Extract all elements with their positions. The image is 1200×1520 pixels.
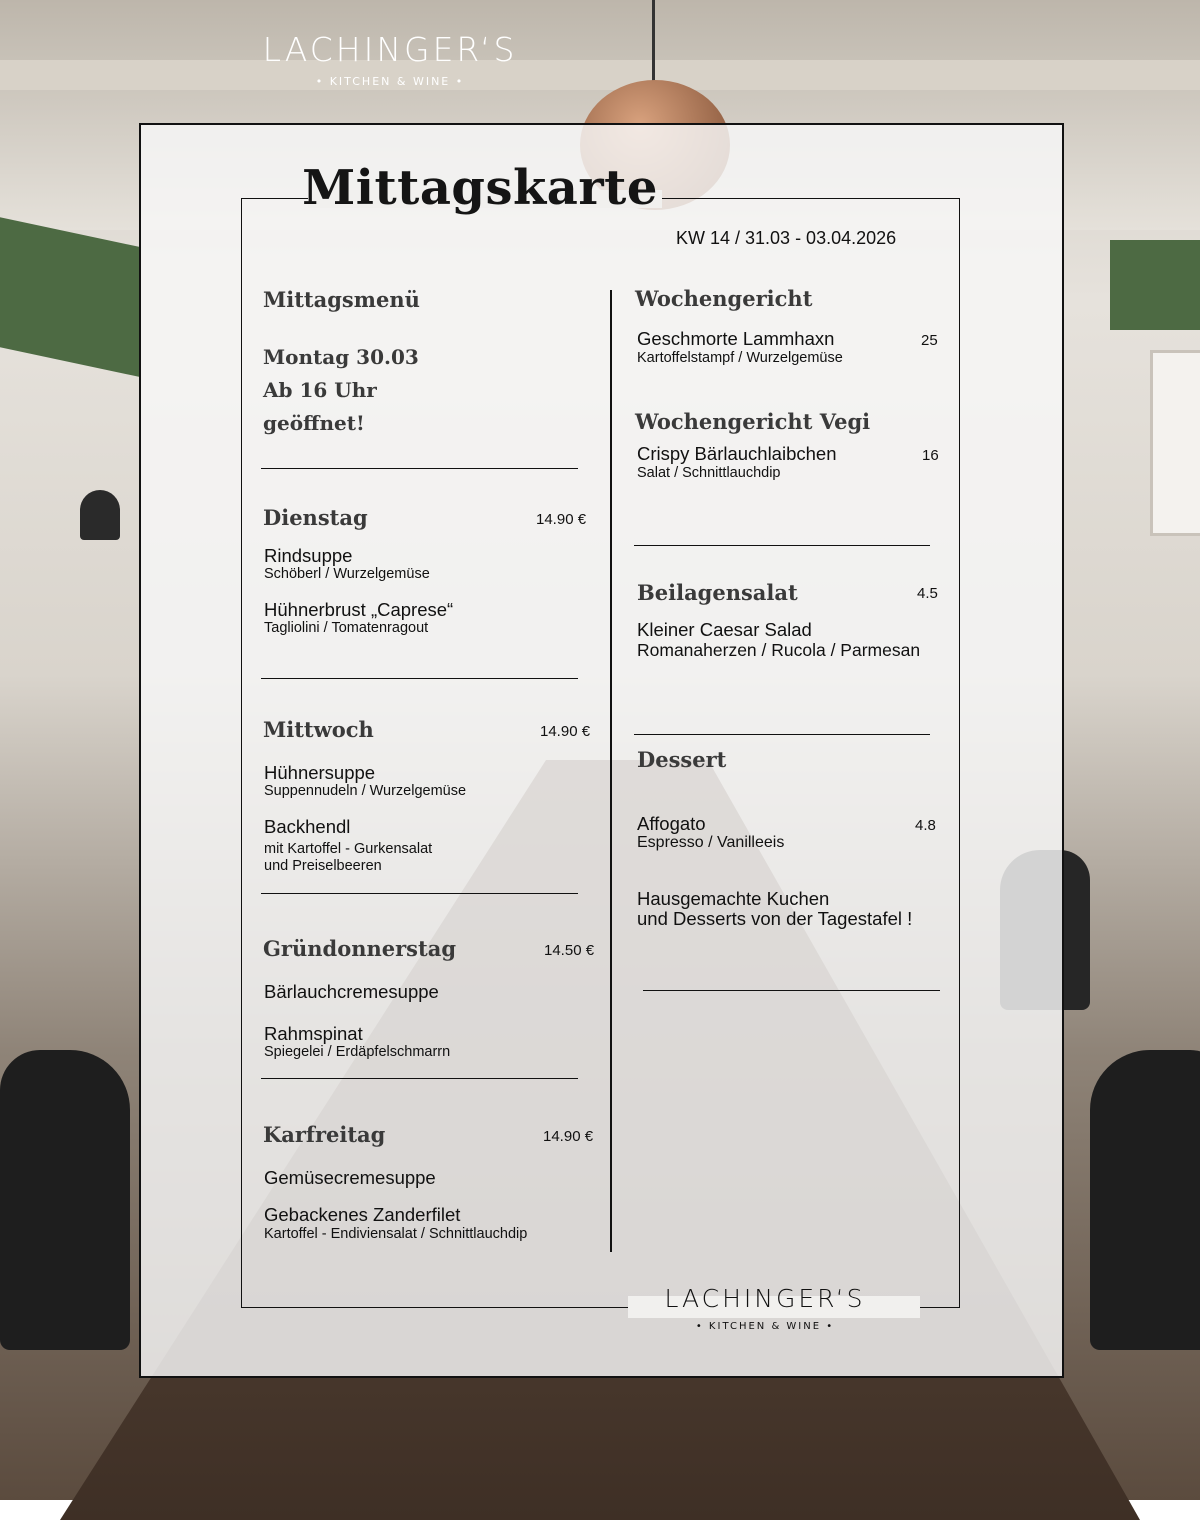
dish-mittwoch-1: Hühnersuppe [264, 762, 376, 783]
chair-right [1090, 1050, 1200, 1350]
monday-note-line2: Ab 16 Uhr [263, 378, 377, 402]
bottom-logo-tagline: • KITCHEN & WINE • [695, 1321, 835, 1332]
side-karfreitag-2: Kartoffel - Endiviensalat / Schnittlauchdip [264, 1226, 528, 1242]
section-heading-wochengericht: Wochengericht [635, 286, 813, 311]
section-heading-mittagsmenu: Mittagsmenü [263, 287, 420, 312]
logo-name: LACHINGER‘S [262, 30, 518, 69]
ceiling-beam [0, 60, 1200, 90]
dish-dienstag-1: Rindsuppe [264, 545, 353, 566]
dish-dessert: Affogato [637, 813, 706, 834]
top-logo [240, 30, 540, 88]
price-beilagensalat: 4.5 [917, 585, 938, 602]
price-wochengericht: 25 [921, 332, 938, 349]
side-beilagensalat: Romanaherzen / Rucola / Parmesan [637, 640, 921, 660]
divider-line [634, 545, 930, 546]
dish-karfreitag-2: Gebackenes Zanderfilet [264, 1204, 461, 1225]
column-divider [610, 290, 612, 1252]
divider-line [261, 893, 578, 894]
dish-mittwoch-2: Backhendl [264, 816, 351, 837]
side-vegi: Salat / Schnittlauchdip [637, 465, 781, 481]
bottom-logo-name: LACHINGER‘S [664, 1284, 866, 1313]
side-mittwoch-2a: mit Kartoffel - Gurkensalat [264, 841, 433, 857]
section-heading-karfreitag: Karfreitag [263, 1122, 386, 1147]
side-wochengericht: Kartoffelstampf / Wurzelgemüse [637, 350, 843, 366]
price-vegi: 16 [922, 447, 939, 464]
dish-wochengericht: Geschmorte Lammhaxn [637, 328, 835, 349]
dish-gruendonnerstag-1: Bärlauchcremesuppe [264, 981, 439, 1002]
divider-line [643, 990, 940, 991]
section-heading-mittwoch: Mittwoch [263, 717, 374, 742]
dessert-extra-line2: und Desserts von der Tagestafel ! [637, 908, 913, 929]
price-karfreitag: 14.90 € [543, 1128, 594, 1145]
section-heading-gruendonnerstag: Gründonnerstag [263, 936, 456, 961]
section-heading-beilagensalat: Beilagensalat [637, 580, 798, 605]
side-dienstag-2: Tagliolini / Tomatenragout [264, 620, 429, 636]
green-acoustic-panel-left [0, 213, 140, 377]
lamp-cord [652, 0, 655, 90]
dish-vegi: Crispy Bärlauchlaibchen [637, 443, 837, 464]
divider-line [261, 1078, 578, 1079]
bottom-logo [640, 1284, 890, 1332]
week-range: KW 14 / 31.03 - 03.04.2026 [676, 228, 897, 248]
chair-left [0, 1050, 130, 1350]
divider-line [261, 468, 578, 469]
section-heading-vegi: Wochengericht Vegi [635, 409, 871, 434]
dish-gruendonnerstag-2: Rahmspinat [264, 1023, 363, 1044]
monday-note-line1: Montag 30.03 [263, 345, 419, 369]
green-acoustic-panel-right [1110, 240, 1200, 330]
black-pendant-lamp [80, 490, 120, 540]
price-mittwoch: 14.90 € [540, 723, 591, 740]
price-dessert: 4.8 [915, 817, 936, 834]
menu-title: Mittagskarte [302, 160, 658, 216]
dish-beilagensalat: Kleiner Caesar Salad [637, 619, 812, 640]
window [1150, 350, 1200, 536]
dish-dienstag-2: Hühnerbrust „Caprese“ [264, 599, 454, 620]
side-gruendonnerstag-2: Spiegelei / Erdäpfelschmarrn [264, 1044, 451, 1060]
side-mittwoch-1: Suppennudeln / Wurzelgemüse [264, 783, 467, 799]
side-dessert: Espresso / Vanilleeis [637, 834, 785, 851]
section-heading-dienstag: Dienstag [263, 505, 368, 530]
monday-note-line3: geöffnet! [263, 411, 365, 435]
price-dienstag: 14.90 € [536, 511, 587, 528]
divider-line [261, 678, 578, 679]
side-dienstag-1: Schöberl / Wurzelgemüse [264, 566, 430, 582]
dish-karfreitag-1: Gemüsecremesuppe [264, 1167, 436, 1188]
divider-line [634, 734, 930, 735]
section-heading-dessert: Dessert [637, 747, 727, 772]
dessert-extra-line1: Hausgemachte Kuchen [637, 888, 830, 909]
side-mittwoch-2b: und Preiselbeeren [264, 858, 382, 874]
price-gruendonnerstag: 14.50 € [544, 942, 595, 959]
logo-tagline: • KITCHEN & WINE • [315, 75, 465, 88]
